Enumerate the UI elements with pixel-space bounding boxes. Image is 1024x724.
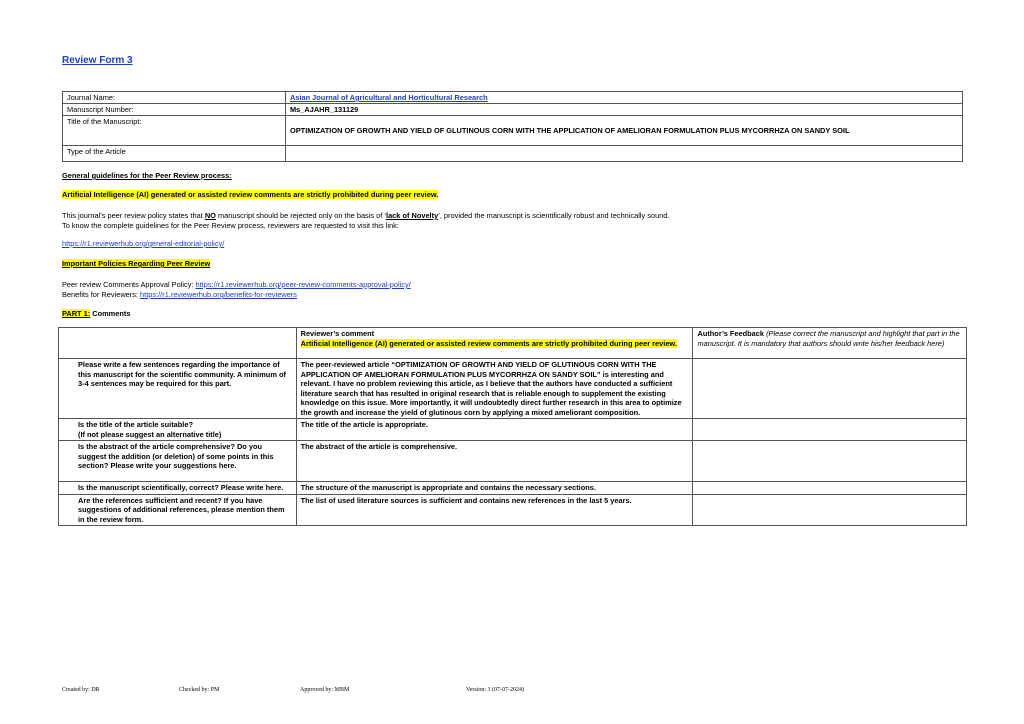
journal-label: Journal Name: <box>63 92 286 104</box>
policy-post: ’, provided the manuscript is scientifically robust and technically sound. <box>438 211 670 220</box>
question-cell: Are the references sufficient and recent? If you have suggestions of additional references, please mention them in the review form. <box>59 494 297 526</box>
manuscript-title-row <box>63 116 963 146</box>
guidelines-heading: General guidelines for the Peer Review process: <box>62 171 232 180</box>
policy-no: NO <box>204 211 216 220</box>
approval-policy-row <box>62 280 411 290</box>
manuscript-number-label: Manuscript Number: <box>63 104 286 116</box>
question-cell <box>59 419 297 441</box>
header-reviewer-cell <box>296 328 693 359</box>
footer-checked: Checked by: PM <box>179 687 220 693</box>
feedback-cell[interactable] <box>693 494 967 526</box>
question-cell: Is the manuscript scientifically, correct? Please write here. <box>59 482 297 495</box>
table-row <box>59 441 967 482</box>
policy-statement <box>62 211 669 221</box>
table-row <box>59 494 967 526</box>
approval-policy-link[interactable]: https://r1.reviewerhub.org/peer-review-comments-approval-policy/ <box>195 280 411 289</box>
benefits-label: Benefits for Reviewers: <box>62 290 141 299</box>
part-label: PART 1: <box>62 309 91 318</box>
article-type-value <box>286 146 963 162</box>
header-author-title: Author’s Feedback <box>697 329 765 338</box>
comments-table <box>58 327 967 526</box>
feedback-cell[interactable] <box>693 441 967 482</box>
feedback-cell[interactable] <box>693 359 967 419</box>
comments-header-row <box>59 328 967 359</box>
feedback-cell[interactable] <box>693 482 967 495</box>
table-row <box>59 359 967 419</box>
manuscript-number-value: Ms_AJAHR_131129 <box>286 104 963 116</box>
question-text: Is the title of the article suitable? <box>78 420 193 429</box>
footer-approved: Approved by: MBM <box>300 687 350 693</box>
manuscript-info-table <box>62 91 963 162</box>
article-type-row <box>63 146 963 162</box>
header-question-cell <box>59 328 297 359</box>
footer-created: Created by: DR <box>62 687 100 693</box>
benefits-row <box>62 290 297 300</box>
comment-cell[interactable]: The title of the article is appropriate. <box>296 419 693 441</box>
header-reviewer-ai: Artificial Intelligence (AI) generated or assisted review comments are strictly prohibited during peer review. <box>300 338 677 348</box>
comment-cell[interactable]: The list of used literature sources is sufficient and contains new references in the last 5 years. <box>296 494 693 526</box>
header-author-cell <box>693 328 967 359</box>
header-author-note: (Please correct the manuscript and highlight that part in the manuscript. It is mandatory that authors should write his/her feedback here) <box>697 329 960 348</box>
comment-cell[interactable]: The structure of the manuscript is appropriate and contains the necessary sections. <box>296 482 693 495</box>
guidelines-visit-text: To know the complete guidelines for the Peer Review process, reviewers are requested to visit this link: <box>62 221 399 230</box>
part-heading <box>62 309 130 319</box>
feedback-cell[interactable] <box>693 419 967 441</box>
benefits-link[interactable]: https://r1.reviewerhub.org/benefits-for-reviewers <box>140 290 297 299</box>
question-cell: Is the abstract of the article comprehensive? Do you suggest the addition (or deletion) of some points in this section? Please write your suggestions here. <box>59 441 297 482</box>
manuscript-number-row <box>63 104 963 116</box>
part-title: Comments <box>90 309 131 318</box>
question-subtext: (If not please suggest an alternative title) <box>78 429 222 439</box>
editorial-policy-link[interactable]: https://r1.reviewerhub.org/general-editorial-policy/ <box>62 239 225 248</box>
table-row <box>59 482 967 495</box>
approval-policy-label: Peer review Comments Approval Policy: <box>62 280 196 289</box>
policy-novelty: lack of Novelty <box>386 211 439 220</box>
editorial-policy-link-row <box>62 239 224 249</box>
table-row <box>59 419 967 441</box>
journal-name-link[interactable]: Asian Journal of Agricultural and Horticultural Research <box>290 93 488 102</box>
form-title: Review Form 3 <box>62 55 133 66</box>
article-type-label: Type of the Article <box>63 146 286 162</box>
manuscript-title-value: OPTIMIZATION OF GROWTH AND YIELD OF GLUTINOUS CORN WITH THE APPLICATION OF AMELIORAN FORMULATION PLUS MYCORRHZA ON SANDY SOIL <box>286 116 963 146</box>
policy-mid: manuscript should be rejected only on the basis of ‘ <box>215 211 387 220</box>
comment-cell[interactable]: The peer-reviewed article “OPTIMIZATION OF GROWTH AND YIELD OF GLUTINOUS CORN WITH THE APPLICATION OF AMELIORAN FORMULATION PLUS MYCORRHZA ON SANDY SOIL” is interesting and relevant. I have no problem reviewing this article, as I believe that the authors have conducted a sufficient literature search that has resulted in original research that is reliable enough to supplement the existing knowledge on this issue. More importantly, it will undoubtedly direct further research in this area to optimize the growth and increase the yield of glutinous corn by applying a mixed ameliorant composition. <box>296 359 693 419</box>
policy-pre: This journal’s peer review policy states that <box>62 211 205 220</box>
ai-warning-text: Artificial Intelligence (AI) generated or assisted review comments are strictly prohibited during peer review. <box>62 190 439 199</box>
manuscript-title-label: Title of the Manuscript: <box>63 116 286 146</box>
question-cell: Please write a few sentences regarding the importance of this manuscript for the scientific community. A minimum of 3-4 sentences may be required for this part. <box>59 359 297 419</box>
important-policies-heading: Important Policies Regarding Peer Review <box>62 259 211 268</box>
footer-version: Version: 3 (07-07-2024) <box>466 687 524 693</box>
journal-row <box>63 92 963 104</box>
important-policies-heading-row <box>62 259 210 269</box>
header-reviewer-title: Reviewer’s comment <box>300 329 375 338</box>
comment-cell[interactable]: The abstract of the article is comprehensive. <box>296 441 693 482</box>
ai-warning <box>62 190 438 200</box>
